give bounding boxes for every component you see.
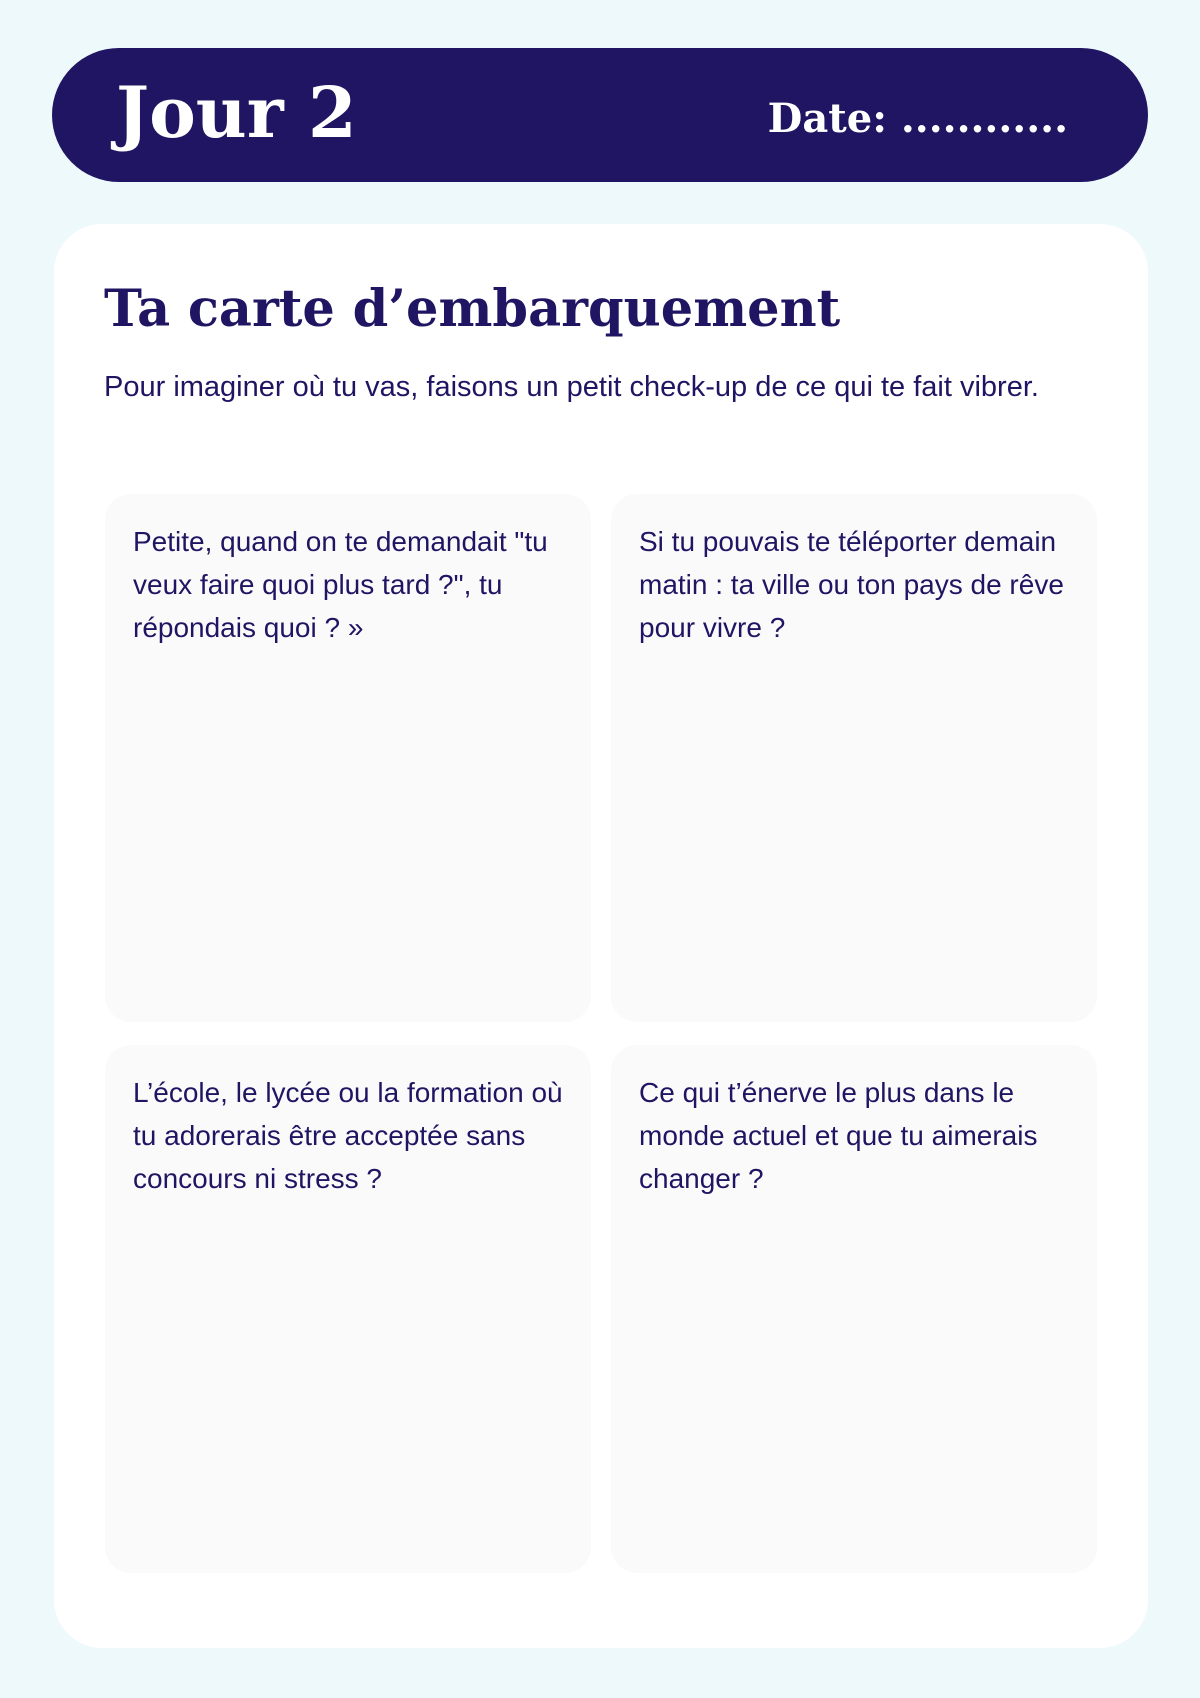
day-title: Jour 2 (116, 71, 357, 154)
section-intro: Pour imaginer où tu vas, faisons un petit check-up de ce qui te fait vibrer. (104, 371, 1039, 403)
day-header (52, 48, 1148, 182)
question-box-dream-school[interactable] (105, 1045, 591, 1573)
section-title: Ta carte d’embarquement (104, 279, 841, 339)
question-box-change-world[interactable] (611, 1045, 1097, 1573)
question-text: Si tu pouvais te téléporter demain matin : ta ville ou ton pays de rêve pour vivre ? (639, 526, 1064, 643)
question-text: L’école, le lycée ou la formation où tu adorerais être acceptée sans concours ni stress ? (133, 1077, 563, 1194)
date-field[interactable]: Date: ............ (767, 95, 1068, 142)
worksheet-card (54, 224, 1148, 1648)
question-box-dream-city[interactable] (611, 494, 1097, 1022)
question-box-childhood-dream[interactable] (105, 494, 591, 1022)
question-text: Ce qui t’énerve le plus dans le monde actuel et que tu aimerais changer ? (639, 1077, 1038, 1194)
question-text: Petite, quand on te demandait "tu veux faire quoi plus tard ?", tu répondais quoi ? » (133, 526, 548, 643)
